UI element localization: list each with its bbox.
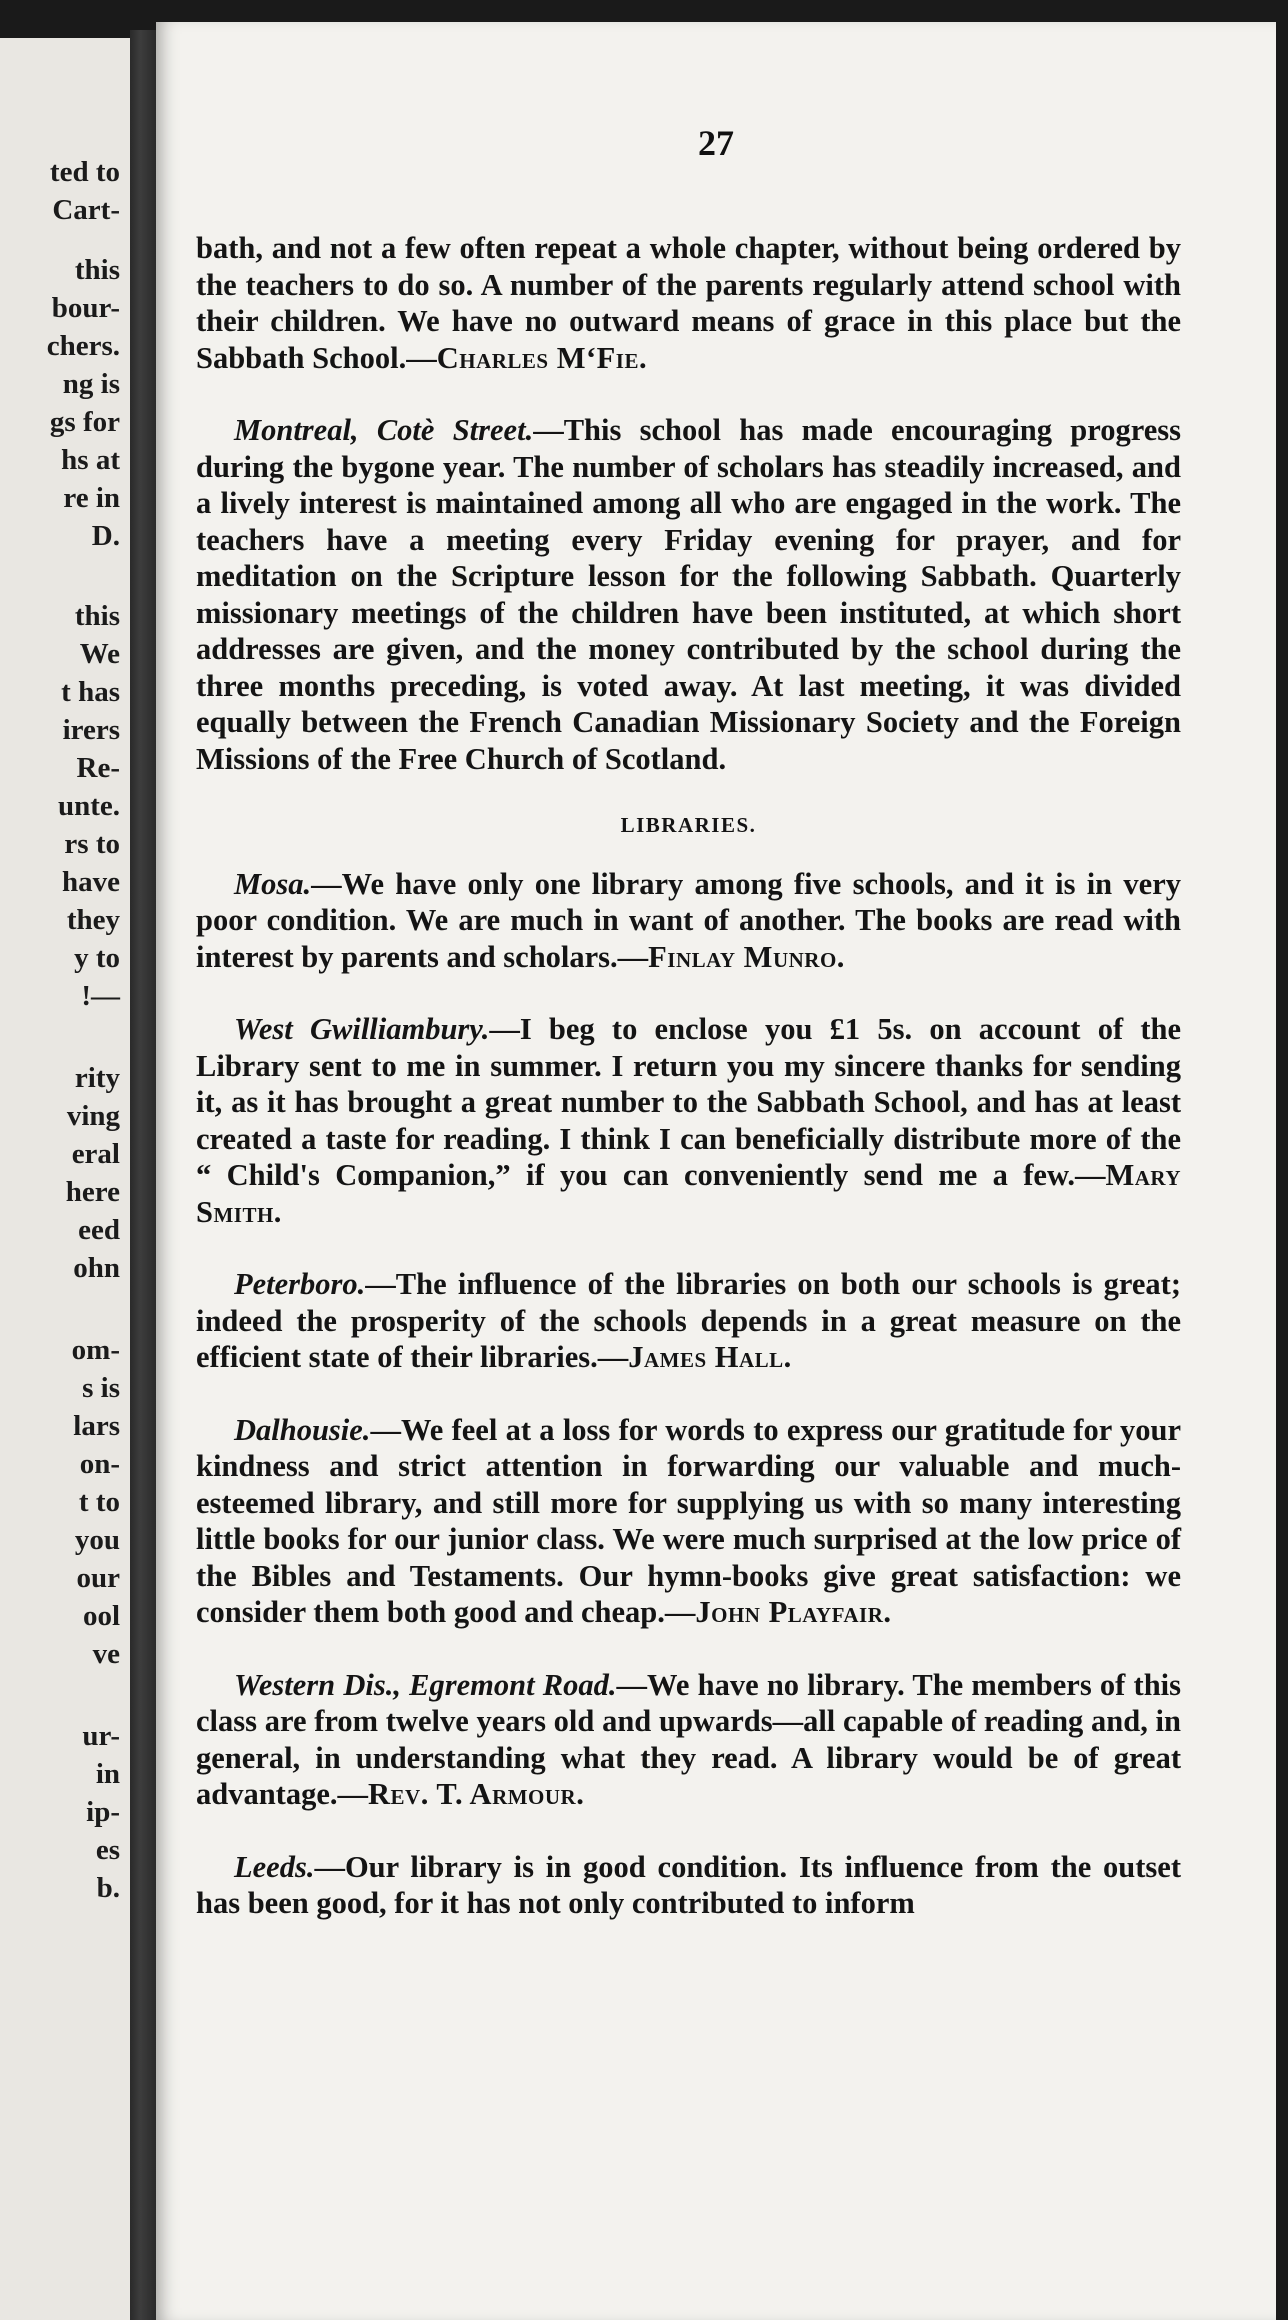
place-name: Dalhousie. (234, 1412, 371, 1447)
left-page-fragment: eral (71, 1138, 120, 1170)
paragraph (196, 230, 1181, 376)
paragraph (196, 1667, 1181, 1813)
left-page-fragment: s is (82, 1372, 120, 1404)
left-page-fragment: b. (96, 1872, 120, 1904)
left-page-fragment: gs for (49, 406, 120, 438)
paragraph (196, 1266, 1181, 1376)
place-name: West Gwilliambury. (234, 1012, 490, 1046)
paragraph (196, 1412, 1181, 1631)
paragraph (196, 412, 1181, 777)
left-page-fragment: ur- (82, 1720, 120, 1752)
left-page-fragment: here (65, 1176, 120, 1208)
paragraph-text: —I beg to enclose you £1 5s. on account of the Library sent to me in summer. I return you my sincere thanks for sending it, as it has brought a great number to the Sabbath School, and has at least created a taste for reading. I think I can beneficially distribute more of the “ Child's Companion,” if you can conveniently send me a few.— (196, 1012, 1181, 1192)
left-page-fragment: D. (91, 520, 120, 552)
place-name: Montreal, Cotè Street. (234, 413, 534, 447)
book-spine (130, 30, 156, 2320)
left-page-fragment: our (76, 1562, 120, 1594)
left-page-fragment: We (79, 638, 120, 670)
left-page-fragment: ohn (73, 1252, 120, 1284)
paragraph (196, 866, 1181, 976)
left-page-fragment: re in (63, 482, 120, 514)
left-page-fragment: ted to (49, 156, 120, 188)
left-page-fragment: you (74, 1524, 120, 1556)
left-page-fragment: hs at (61, 444, 120, 476)
signature: Finlay Munro. (648, 939, 845, 974)
left-page-fragment: eed (78, 1214, 120, 1246)
place-name: Mosa. (234, 866, 312, 901)
left-page-fragment: ve (92, 1638, 120, 1670)
paragraph-text: —We feel at a loss for words to express our gratitude for your kindness and strict attention in forwarding our valuable and much-esteemed library, and still more for supplying us with so many interesting little books for our junior class. We were much surprised at the low price of the Bibles and Testaments. Our hymn-books give great satisfaction: we consider them both good and cheap.— (196, 1412, 1181, 1629)
left-page-fragment: rs to (64, 828, 120, 860)
paragraph-text: —We have no library. The members of this class are from twelve years old and upwards—all capable of reading and, in general, in understanding what they read. A library would be of great advantage.— (196, 1667, 1181, 1811)
left-page-fragment: y to (74, 942, 120, 974)
place-name: Western Dis., Egremont Road. (234, 1667, 617, 1702)
left-page-fragment: on- (79, 1448, 120, 1480)
left-page-fragment: bour- (51, 292, 120, 324)
left-page-fragment: ip- (86, 1796, 120, 1828)
left-page-fragment: es (95, 1834, 120, 1866)
left-page-fragment: unte. (57, 790, 120, 822)
left-page-fragment: chers. (46, 330, 120, 362)
left-page-fragment: ving (66, 1100, 120, 1132)
left-page-fragment: Cart- (52, 194, 120, 226)
left-page-fragment: t has (61, 676, 120, 708)
left-page-fragment: this (74, 600, 120, 632)
left-page-fragment: have (62, 866, 120, 898)
right-page (156, 22, 1276, 2320)
signature: James Hall. (628, 1340, 792, 1374)
signature: John Playfair. (695, 1595, 892, 1629)
page-body (196, 230, 1181, 1958)
left-page-fragment: Re- (76, 752, 120, 784)
left-page-fragment: ool (82, 1600, 120, 1632)
left-page-fragment: irers (62, 714, 120, 746)
left-page-fragment: this (74, 254, 120, 286)
left-page-fragment: t to (78, 1486, 120, 1518)
left-page-edge (0, 38, 130, 2320)
left-page-fragment: !— (81, 980, 120, 1012)
left-page-fragment: in (95, 1758, 120, 1790)
paragraph (196, 1849, 1181, 1922)
paragraph-text: —This school has made encouraging progress during the bygone year. The number of scholars has steadily increased, and a lively interest is maintained among all who are engaged in the work. The teachers have a meeting every Friday evening for prayer, and for meditation on the Scripture lesson for the following Sabbath. Quarterly missionary meetings of the children have been instituted, at which short addresses are given, and the money contributed by the school during the three months preceding, is voted away. At last meeting, it was divided equally between the French Canadian Missionary Society and the Foreign Missions of the Free Church of Scotland. (196, 413, 1181, 776)
left-page-fragment: ng is (62, 368, 120, 400)
page-number: 27 (698, 123, 734, 163)
paragraph-text: —Our library is in good condition. Its influence from the outset has been good, for it has not only contributed to inform (196, 1849, 1181, 1920)
left-page-fragment: they (66, 904, 120, 936)
left-page-fragment: om- (71, 1334, 120, 1366)
paragraph-text: —The influence of the libraries on both our schools is great; indeed the prosperity of the schools depends in a great measure on the efficient state of their libraries.— (196, 1267, 1181, 1374)
left-page-fragment: rity (74, 1062, 120, 1094)
section-heading: LIBRARIES. (620, 813, 757, 837)
signature: Rev. T. Armour. (368, 1777, 585, 1811)
place-name: Leeds. (234, 1849, 315, 1884)
paragraph-text: —We have only one library among five schools, and it is in very poor condition. We are much in want of another. The books are read with interest by parents and scholars.— (196, 866, 1181, 974)
place-name: Peterboro. (234, 1267, 366, 1301)
paragraph-text: bath, and not a few often repeat a whole chapter, without being ordered by the teachers to do so. A number of the parents regularly attend school with their children. We have no outward means of grace in this place but the Sabbath School.— (196, 231, 1181, 375)
signature: Charles M‘Fie. (436, 340, 648, 375)
left-page-fragment: lars (73, 1410, 120, 1442)
paragraph (196, 1011, 1181, 1230)
signature: Mary Smith. (196, 1158, 1181, 1229)
